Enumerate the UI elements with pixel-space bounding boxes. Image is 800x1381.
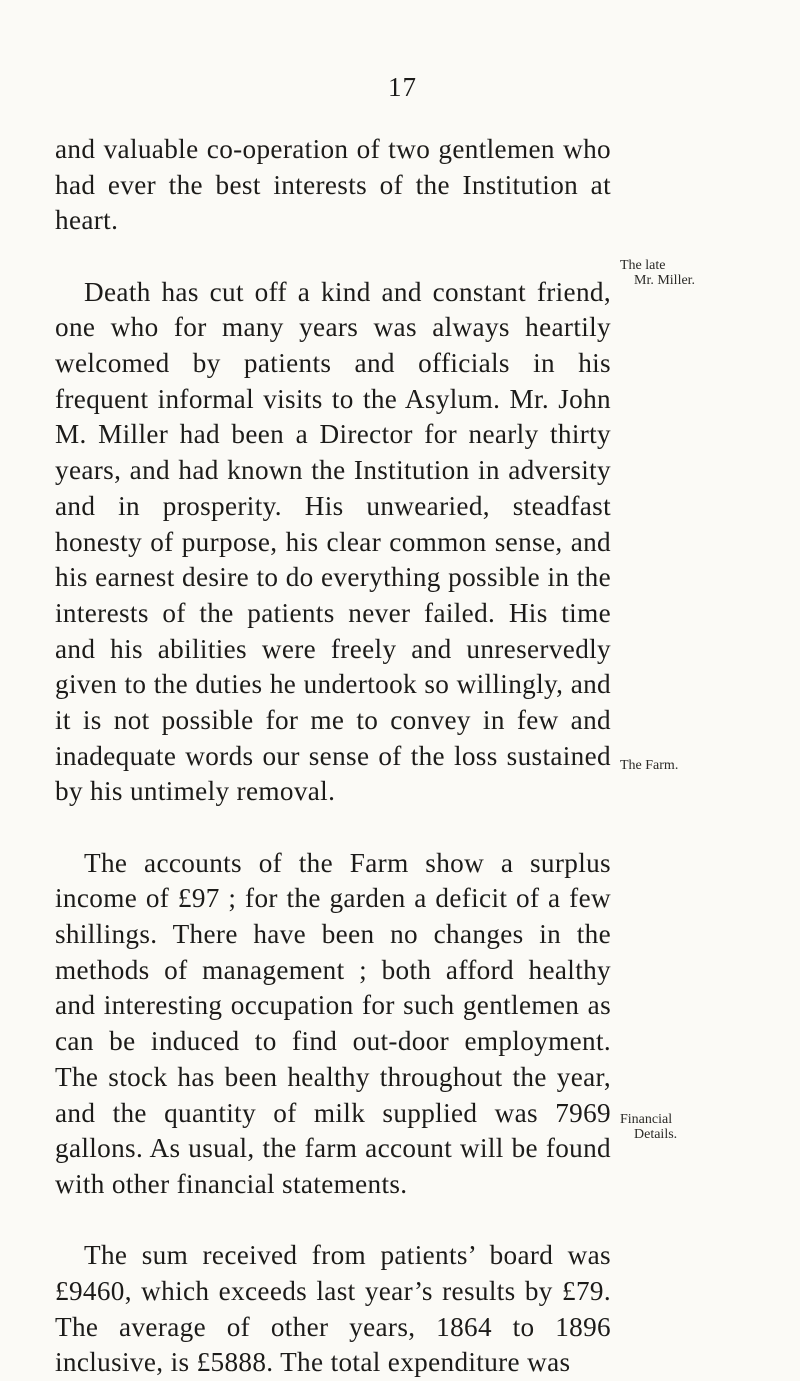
- page-number: 17: [388, 72, 417, 102]
- margin-note-line: Financial: [620, 1112, 673, 1127]
- margin-note-line: The Farm.: [620, 758, 679, 773]
- paragraph-continuation: and valuable co-operation of two gentlemen who had ever the best interests of the Institution at heart.: [55, 134, 611, 236]
- margin-note-line: Details.: [634, 1127, 678, 1142]
- margin-note-late-miller: [620, 258, 798, 288]
- margin-note-line: The late: [620, 258, 666, 273]
- paragraph-miller: Death has cut off a kind and constant friend, one who for many years was always heartily welcomed by patients and officials in his frequent informal visits to the Asylum. Mr. John M. Miller had been a Director for nearly thirty years, and had known the Institution in adversity and in prosperity. His unwearied, steadfast honesty of purpose, his clear common sense, and his earnest desire to do everything possible in the interests of the patients never failed. His time and his abilities were freely and unreservedly given to the duties he undertook so willingly, and it is not possible for me to convey in few and inadequate words our sense of the loss sustained by his untimely removal.: [55, 276, 611, 807]
- paragraph-financial: The sum received from patients’ board was £9460, which exceeds last year’s results by £79. The average of other years, 1864 to 1896 inclusive, is £5888. The total expenditure was: [55, 1240, 611, 1378]
- text-column: [55, 132, 611, 1381]
- margin-note-financial: [620, 1112, 798, 1142]
- paragraph-farm: The accounts of the Farm show a surplus income of £97 ; for the garden a deficit of a few shillings. There have been no changes in the methods of management ; both afford healthy and interesting occupation for such gentlemen as can be induced to find out-door employment. The stock has been healthy throughout the year, and the quantity of milk supplied was 7969 gallons. As usual, the farm account will be found with other financial statements.: [55, 847, 611, 1199]
- margin-note-line: Mr. Miller.: [634, 273, 696, 288]
- margin-note-farm: [620, 758, 798, 773]
